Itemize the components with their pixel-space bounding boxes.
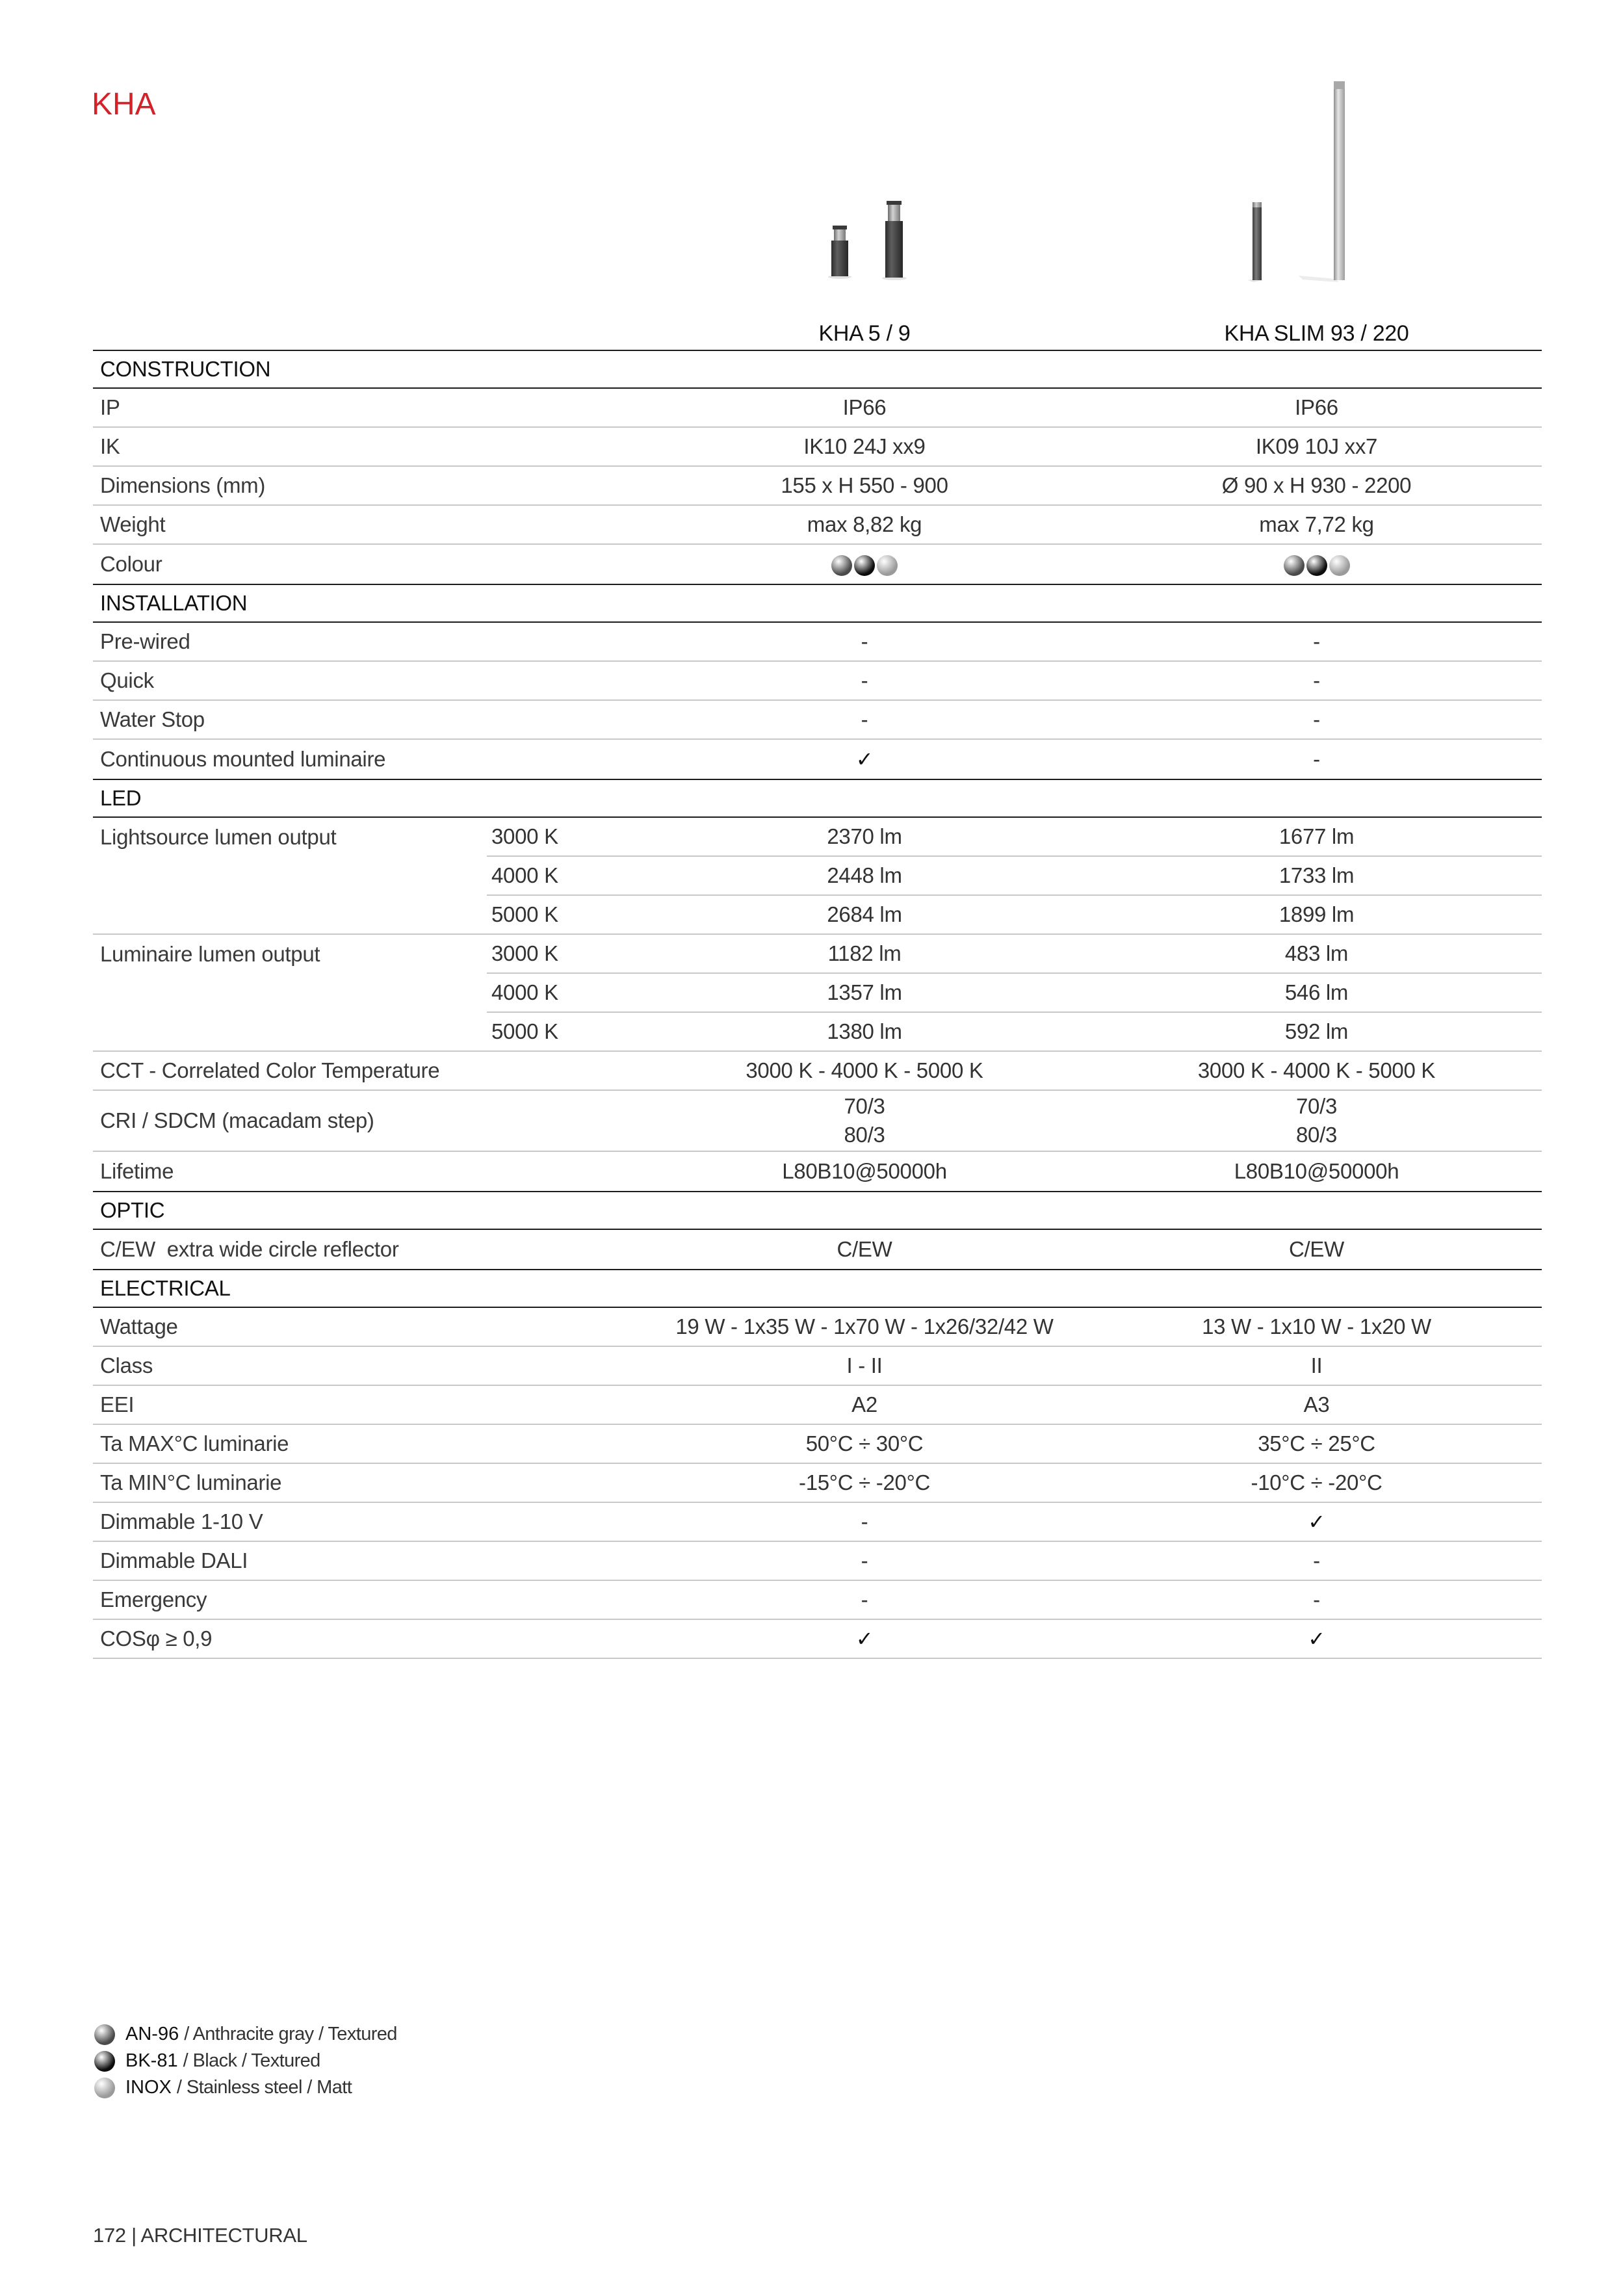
spec-row-cri-sdcm-macadam-step (93, 1091, 1542, 1152)
spec-label: COSφ ≥ 0,9 (100, 1626, 213, 1650)
spec-row-cct-correlated-color-temperature (93, 1052, 1542, 1091)
spec-row-wattage (93, 1308, 1542, 1347)
spec-label: Continuous mounted luminaire (100, 747, 386, 771)
value-kha-slim-93-220: 13 W - 1x10 W - 1x20 W (1202, 1314, 1431, 1338)
kha-5-9-image (828, 201, 907, 280)
value-kha-slim-93-220: L80B10@50000h (1234, 1159, 1399, 1183)
spec-row-cos-0-9 (93, 1620, 1542, 1659)
value-line: 70/3 (1295, 1094, 1338, 1118)
spec-label: CRI / SDCM (macadam step) (100, 1108, 374, 1132)
spec-label: Water Stop (100, 707, 205, 731)
value-kha-slim-93-220: 483 lm (1284, 941, 1349, 965)
check-icon: ✓ (1308, 1626, 1325, 1651)
value-kha-5-9: 2448 lm (827, 863, 902, 887)
swatch-an-96 (94, 2024, 115, 2045)
value-kha-slim-93-220: 35°C ÷ 25°C (1258, 1431, 1375, 1455)
value-kha-5-9: 155 x H 550 - 900 (781, 473, 948, 497)
check-icon: ✓ (1308, 1509, 1325, 1534)
spec-row-lifetime (93, 1152, 1542, 1191)
spec-subrows (487, 818, 1542, 933)
swatch-inox (94, 2078, 115, 2098)
value-kha-slim-93-220: II (1310, 1353, 1323, 1377)
product-header-row (93, 317, 1542, 350)
section-installation (93, 584, 1542, 779)
section-heading-label: OPTIC (100, 1198, 165, 1222)
section-construction (93, 350, 1542, 584)
value-kha-5-9: C/EW (837, 1237, 892, 1261)
value-kha-5-9 (604, 552, 1125, 577)
spec-row-colour (93, 545, 1542, 584)
value-line: 70/3 (844, 1094, 885, 1118)
value-kha-slim-93-220: - (1313, 1587, 1320, 1611)
spec-row-ik (93, 428, 1542, 467)
spec-row-dimensions-mm (93, 467, 1542, 506)
spec-label: Lightsource lumen output (100, 825, 337, 849)
legend-item (94, 2048, 397, 2074)
colour-legend (94, 2021, 397, 2101)
spec-row-weight (93, 506, 1542, 545)
product-name-kha-slim: KHA SLIM 93 / 220 (1224, 320, 1409, 346)
section-heading-label: ELECTRICAL (100, 1276, 231, 1300)
spec-label: Wattage (100, 1314, 178, 1338)
value-kha-5-9: L80B10@50000h (782, 1159, 947, 1183)
value-kha-5-9: - (861, 1509, 868, 1533)
value-line: 80/3 (844, 1123, 885, 1147)
spec-label: Pre-wired (100, 629, 190, 653)
product-images (0, 0, 1623, 299)
swatch-bk-81 (94, 2051, 115, 2072)
multi-line-value (1125, 1092, 1508, 1149)
cct-label: 4000 K (491, 863, 558, 887)
spec-row-eei (93, 1386, 1542, 1425)
spec-group-lightsource-lumen-output (93, 818, 1542, 935)
value-kha-5-9: 50°C ÷ 30°C (805, 1431, 924, 1455)
cct-label: 4000 K (491, 980, 558, 1004)
cct-label: 3000 K (491, 824, 558, 848)
value-kha-slim-93-220: - (1313, 747, 1320, 771)
value-kha-5-9: IK10 24J xx9 (803, 434, 926, 458)
spec-row-ta-max-c-luminarie (93, 1425, 1542, 1464)
value-kha-slim-93-220: -10°C ÷ -20°C (1251, 1470, 1383, 1494)
section-optic (93, 1191, 1542, 1269)
value-kha-5-9: - (861, 629, 868, 653)
value-line: 80/3 (1295, 1123, 1338, 1147)
value-kha-slim-93-220: max 7,72 kg (1259, 512, 1374, 536)
section-heading (93, 780, 1542, 818)
spec-row-pre-wired (93, 623, 1542, 662)
spec-row-quick (93, 662, 1542, 701)
value-kha-slim-93-220: IK09 10J xx7 (1255, 434, 1378, 458)
legend-item (94, 2074, 397, 2101)
spec-table (93, 350, 1542, 1659)
spec-label: Luminaire lumen output (100, 942, 320, 966)
section-heading (93, 585, 1542, 623)
section-heading (93, 1192, 1542, 1230)
spec-label: EEI (100, 1392, 135, 1416)
spec-row-water-stop (93, 701, 1542, 740)
value-kha-slim-93-220: 1899 lm (1279, 902, 1355, 926)
value-kha-5-9: 2684 lm (827, 902, 902, 926)
value-kha-slim-93-220: - (1313, 668, 1320, 692)
spec-label: Class (100, 1353, 153, 1377)
swatch-an-96 (1284, 555, 1305, 576)
value-kha-5-9: - (861, 707, 868, 731)
value-kha-5-9: - (861, 1548, 868, 1572)
value-kha-5-9 (604, 1092, 1125, 1149)
multi-line-value (604, 1092, 1125, 1149)
spec-label: Dimmable DALI (100, 1548, 248, 1572)
value-kha-slim-93-220: - (1313, 629, 1320, 653)
value-kha-slim-93-220: C/EW (1289, 1237, 1344, 1261)
value-kha-5-9: 1380 lm (827, 1019, 902, 1043)
spec-label: CCT - Correlated Color Temperature (100, 1058, 440, 1082)
legend-code: AN-96 (125, 2024, 179, 2044)
spec-subrow (487, 974, 1542, 1013)
spec-subrow (487, 896, 1542, 933)
spec-row-dimmable-dali (93, 1542, 1542, 1581)
spec-group-luminaire-lumen-output (93, 935, 1542, 1052)
value-kha-slim-93-220: 1677 lm (1279, 824, 1355, 848)
spec-subrow (487, 857, 1542, 896)
colour-swatches (831, 555, 898, 576)
spec-label: Dimensions (mm) (100, 473, 266, 497)
swatch-bk-81 (1306, 555, 1327, 576)
swatch-inox (1329, 555, 1350, 576)
section-heading-label: INSTALLATION (100, 591, 248, 615)
section-heading-label: CONSTRUCTION (100, 357, 271, 381)
spec-row-c-ew-extra-wide-circle-reflector (93, 1230, 1542, 1269)
product-name-kha-5-9: KHA 5 / 9 (818, 320, 911, 346)
spec-subrows (487, 935, 1542, 1050)
value-kha-5-9: - (861, 668, 868, 692)
value-kha-slim-93-220: A3 (1303, 1392, 1330, 1416)
swatch-bk-81 (854, 555, 875, 576)
kha-slim-93-220-image (1248, 81, 1345, 282)
section-heading (93, 1270, 1542, 1308)
spec-label: Colour (100, 552, 162, 576)
value-kha-5-9: 1357 lm (827, 980, 902, 1004)
page-footer: 172 | ARCHITECTURAL (93, 2224, 307, 2247)
spec-row-continuous-mounted-luminaire (93, 740, 1542, 779)
value-kha-slim-93-220: - (1313, 1548, 1320, 1572)
spec-row-ip (93, 389, 1542, 428)
value-kha-5-9: 2370 lm (827, 824, 902, 848)
value-kha-5-9: IP66 (842, 395, 887, 419)
value-kha-5-9: 19 W - 1x35 W - 1x70 W - 1x26/32/42 W (675, 1314, 1054, 1338)
spec-row-ta-min-c-luminarie (93, 1464, 1542, 1503)
spec-label: C/EW extra wide circle reflector (100, 1237, 399, 1261)
value-kha-5-9: 1182 lm (827, 941, 902, 965)
check-icon: ✓ (855, 1626, 874, 1651)
section-heading-label: LED (100, 786, 142, 810)
check-icon: ✓ (855, 747, 874, 772)
legend-code: BK-81 (125, 2050, 178, 2071)
spec-label: Ta MAX°C luminarie (100, 1431, 289, 1455)
page-title: KHA (92, 87, 156, 122)
spec-label: IP (100, 395, 120, 419)
value-kha-5-9: A2 (851, 1392, 877, 1416)
value-kha-slim-93-220: IP66 (1295, 395, 1338, 419)
spec-label: Emergency (100, 1587, 207, 1611)
swatch-an-96 (831, 555, 852, 576)
value-kha-slim-93-220: - (1313, 707, 1320, 731)
spec-row-emergency (93, 1581, 1542, 1620)
spec-label: Lifetime (100, 1159, 174, 1183)
value-kha-5-9: max 8,82 kg (807, 512, 922, 536)
cct-label: 5000 K (491, 902, 558, 926)
legend-code: INOX (125, 2077, 172, 2098)
value-kha-5-9: I - II (846, 1353, 883, 1377)
spec-label: Weight (100, 512, 166, 536)
swatch-inox (877, 555, 898, 576)
value-kha-slim-93-220: 546 lm (1284, 980, 1349, 1004)
value-kha-slim-93-220: 3000 K - 4000 K - 5000 K (1197, 1058, 1436, 1082)
spec-subrow (487, 1013, 1542, 1050)
section-electrical (93, 1269, 1542, 1659)
legend-description: / Stainless steel / Matt (176, 2077, 352, 2098)
value-kha-slim-93-220 (1125, 552, 1542, 577)
value-kha-slim-93-220 (1125, 1092, 1542, 1149)
cct-label: 3000 K (491, 941, 558, 965)
value-kha-slim-93-220: 1733 lm (1279, 863, 1355, 887)
value-kha-slim-93-220: 592 lm (1284, 1019, 1349, 1043)
section-led (93, 779, 1542, 1191)
spec-label: Ta MIN°C luminarie (100, 1470, 282, 1494)
legend-description: / Black / Textured (183, 2050, 320, 2071)
value-kha-5-9: 3000 K - 4000 K - 5000 K (746, 1058, 983, 1082)
legend-description: / Anthracite gray / Textured (184, 2024, 397, 2044)
value-kha-slim-93-220: Ø 90 x H 930 - 2200 (1221, 473, 1412, 497)
colour-swatches (1284, 555, 1350, 576)
value-kha-5-9: - (861, 1587, 868, 1611)
cct-label: 5000 K (491, 1019, 558, 1043)
spec-subrow (487, 935, 1542, 974)
spec-subrow (487, 818, 1542, 857)
legend-item (94, 2021, 397, 2048)
spec-row-dimmable-1-10-v (93, 1503, 1542, 1542)
value-kha-5-9: -15°C ÷ -20°C (799, 1470, 930, 1494)
spec-row-class (93, 1347, 1542, 1386)
spec-label: Quick (100, 668, 154, 692)
section-heading (93, 351, 1542, 389)
spec-label: IK (100, 434, 120, 458)
spec-label: Dimmable 1-10 V (100, 1509, 263, 1533)
